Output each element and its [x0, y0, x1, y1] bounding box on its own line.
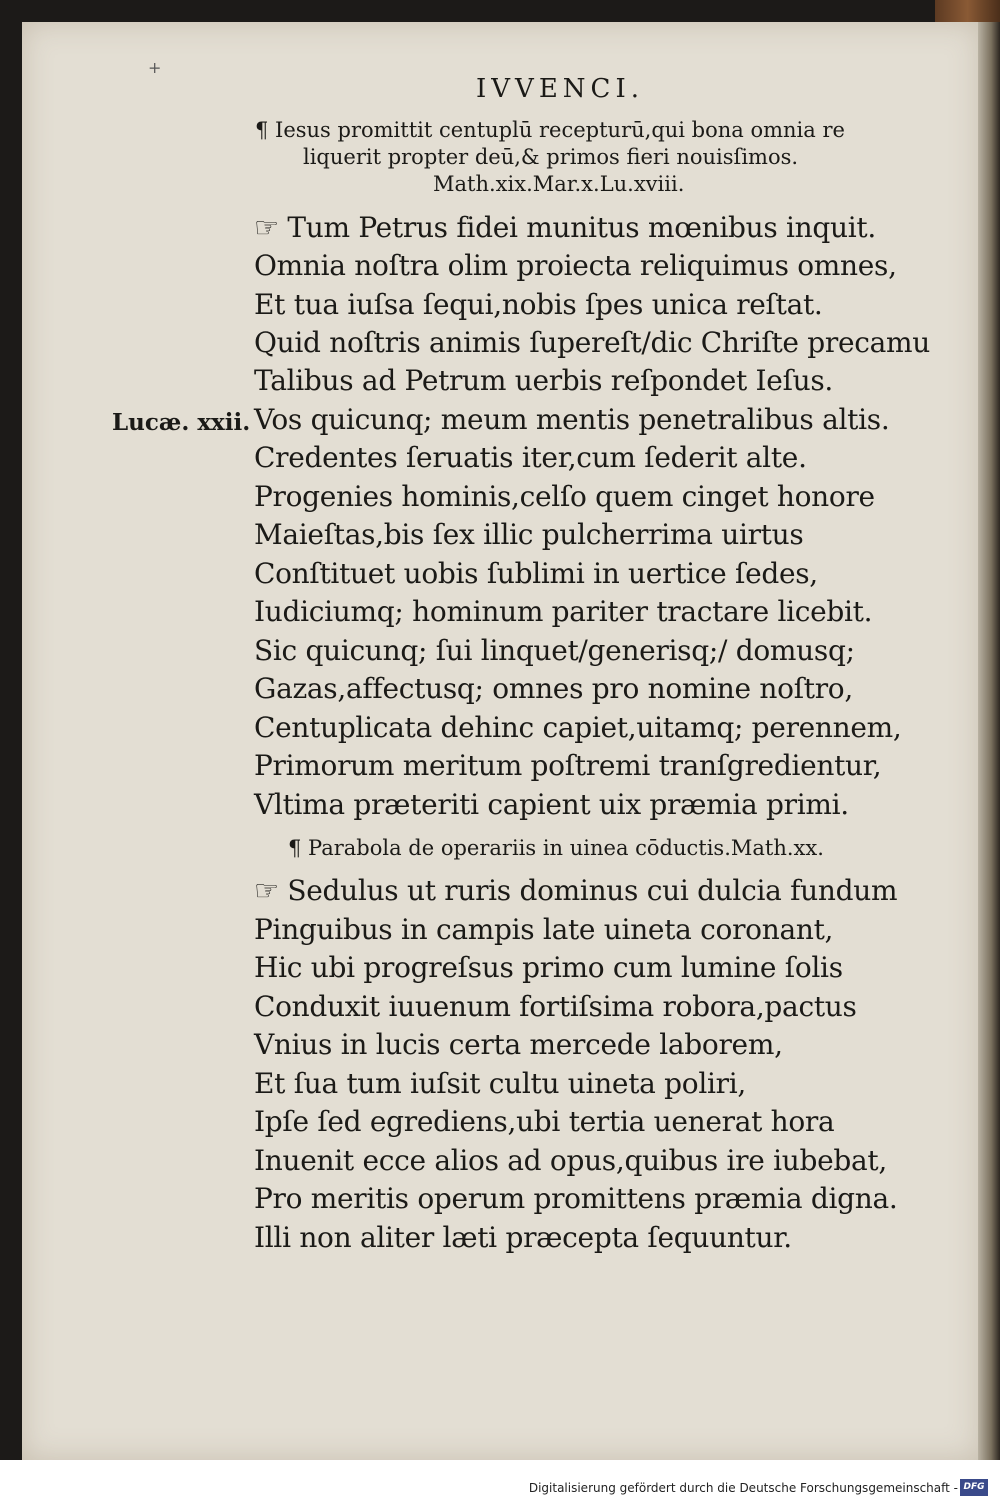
rubric-heading-line-1: ¶ Iesus promittit centuplū recepturū,qui bona omnia re [255, 118, 845, 142]
running-head: IVVENCI. [476, 74, 644, 104]
verse-line: Progenies hominis,celſo quem cinget honore [254, 480, 875, 513]
verse-line: Inuenit ecce alios ad opus,quibus ire iubebat, [254, 1144, 887, 1177]
verse-line: ☞ Tum Petrus fidei munitus mœnibus inquit. [254, 211, 876, 244]
verse-line: Primorum meritum poſtremi tranſgredientur, [254, 749, 882, 782]
verse-line: Vnius in lucis certa mercede laborem, [254, 1028, 783, 1061]
verse-line: Vos quicunq; meum mentis penetralibus altis. [254, 403, 890, 436]
verse-line: Vltima præteriti capient uix præmia primi. [254, 788, 849, 821]
dfg-logo[interactable]: DFG [960, 1479, 988, 1496]
verse-line: Quid noſtris animis ſupereſt/dic Chriſte precamu [254, 326, 931, 359]
verse-line: Ipſe ſed egrediens,ubi tertia uenerat hora [254, 1105, 835, 1138]
verse-line: Omnia noſtra olim proiecta reliquimus omnes, [254, 249, 897, 282]
verse-line: Conduxit iuuenum fortiſsima robora,pactus [254, 990, 857, 1023]
verse-line: Et ſua tum iuſsit cultu uineta poliri, [254, 1067, 746, 1100]
rubric-heading-line-3: Math.xix.Mar.x.Lu.xviii. [433, 172, 685, 196]
verse-line: Centuplicata dehinc capiet,uitamq; perennem, [254, 711, 902, 744]
verse-line: Iudiciumq; hominum pariter tractare licebit. [254, 595, 873, 628]
page-edge [978, 22, 1000, 1460]
margin-mark: + [148, 58, 162, 77]
rubric-heading-line-2: liquerit propter deū,& primos fieri nouisſimos. [303, 145, 799, 169]
verse-line: Maieſtas,bis ſex illic pulcherrima uirtus [254, 518, 804, 551]
verse-line: Et tua iuſsa ſequi,nobis ſpes unica reſtat. [254, 288, 823, 321]
verse-line: Talibus ad Petrum uerbis reſpondet Ieſus. [254, 364, 834, 397]
verse-line: Hic ubi progreſsus primo cum lumine ſolis [254, 951, 843, 984]
verse-line: Credentes ſeruatis iter,cum ſederit alte. [254, 441, 807, 474]
verse-line: Conſtituet uobis ſublimi in uertice ſedes, [254, 557, 818, 590]
verse-line: Sic quicunq; ſui linquet/generisq;/ domusq; [254, 634, 855, 667]
verse-line: ☞ Sedulus ut ruris dominus cui dulcia fundum [254, 874, 898, 907]
verse-line: Gazas,affectusq; omnes pro nomine noſtro, [254, 672, 853, 705]
verse-line: Illi non aliter læti præcepta ſequuntur. [254, 1221, 792, 1254]
book-spine [935, 0, 1000, 22]
rubric-heading-parable: ¶ Parabola de operariis in uinea cōductis.Math.xx. [288, 836, 824, 860]
funding-credit: Digitalisierung gefördert durch die Deutsche Forschungsgemeinschaft - [528, 1481, 958, 1495]
verse-line: Pro meritis operum promittens præmia digna. [254, 1182, 898, 1215]
verse-line: Pinguibus in campis late uineta coronant, [254, 913, 834, 946]
side-note-reference: Lucæ. xxii. [112, 409, 251, 436]
